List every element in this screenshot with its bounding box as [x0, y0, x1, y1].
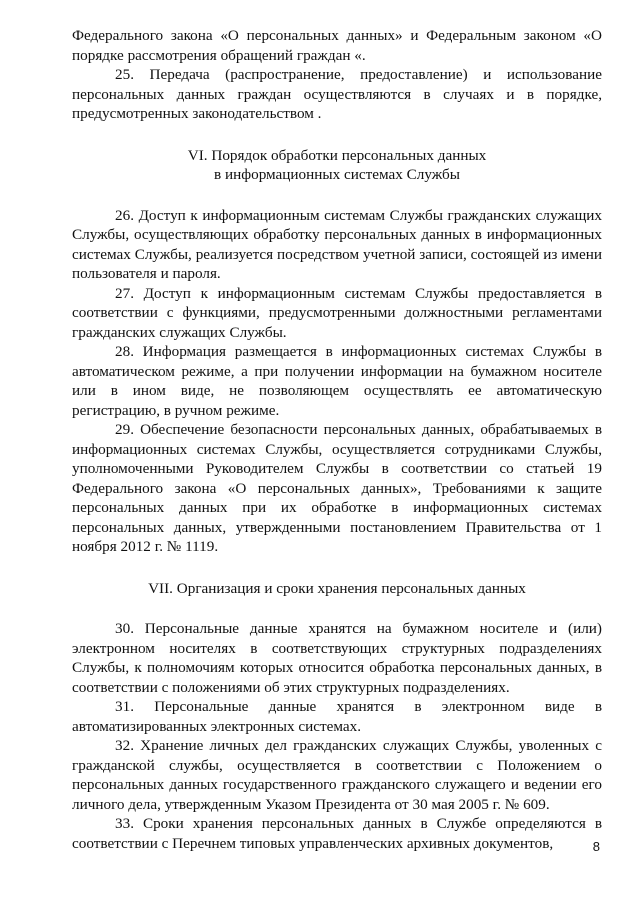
page-number: 8 — [592, 839, 600, 854]
paragraph-25: 25. Передача (распространение, предоставление) и использование персональных данных граждан осуществляются в случаях и в порядке, предусмотренных законодательством . — [72, 66, 602, 122]
section-6-title-line-2: в информационных системах Службы — [214, 166, 460, 183]
paragraph-27: 27. Доступ к информационным системам Службы предоставляется в соответствии с функциями, предусмотренными должностными регламентами гражданских служащих Службы. — [72, 284, 602, 341]
paragraph-28: 28. Информация размещается в информационных системах Службы в автоматическом режиме, а при получении информации на бумажном носителе или в ином виде, не позволяющем осуществлять ее автоматическую регистрацию, в ручном режиме. — [72, 343, 602, 419]
intro-continuation: Федерального закона «О персональных данных» и Федеральным законом «О порядке рассмотрения обращений граждан «. — [72, 27, 602, 64]
paragraph-26: 26. Доступ к информационным системам Службы гражданских служащих Службы, осуществляющих обработку персональных данных в информационных системах Службы, реализуется посредством учетной записи, состоящей из имени пользователя и пароля. — [72, 206, 602, 282]
section-7-heading — [72, 579, 602, 599]
paragraph-32: 32. Хранение личных дел гражданских служащих Службы, уволенных с гражданской службы, осуществляется в соответствии с Положением о персональных данных государственного гражданского служащего и ведении его личного дела, утвержденным Указом Президента от 30 мая 2005 г. № 609. — [72, 737, 602, 813]
section-6-title-line-1: VI. Порядок обработки персональных данных — [187, 146, 487, 164]
paragraph-33: 33. Сроки хранения персональных данных в Службе определяются в соответствии с Перечнем типовых управленческих архивных документов, — [72, 815, 602, 852]
section-6-heading — [72, 146, 602, 185]
paragraph-29: 29. Обеспечение безопасности персональных данных, обрабатываемых в информационных системах Службы, осуществляется сотрудниками Службы, уполномоченными Руководителем Службы в соответствии со статьей 19 Федерального закона «О персональных данных», Требованиями к защите персональных данных при их обработке в информационных системах персональных данных, утвержденными постановлением Правительства от 1 ноября 2012 г. № 1119. — [72, 421, 602, 555]
paragraph-31: 31. Персональные данные хранятся в электронном виде в автоматизированных электронных системах. — [72, 698, 602, 735]
section-7-title: VII. Организация и сроки хранения персональных данных — [148, 579, 526, 597]
paragraph-30: 30. Персональные данные хранятся на бумажном носителе и (или) электронном носителях в соответствующих структурных подразделениях Службы, к полномочиям которых относится обработка персональных данных, в соответствии с положениями об этих структурных подразделениях. — [72, 620, 602, 696]
